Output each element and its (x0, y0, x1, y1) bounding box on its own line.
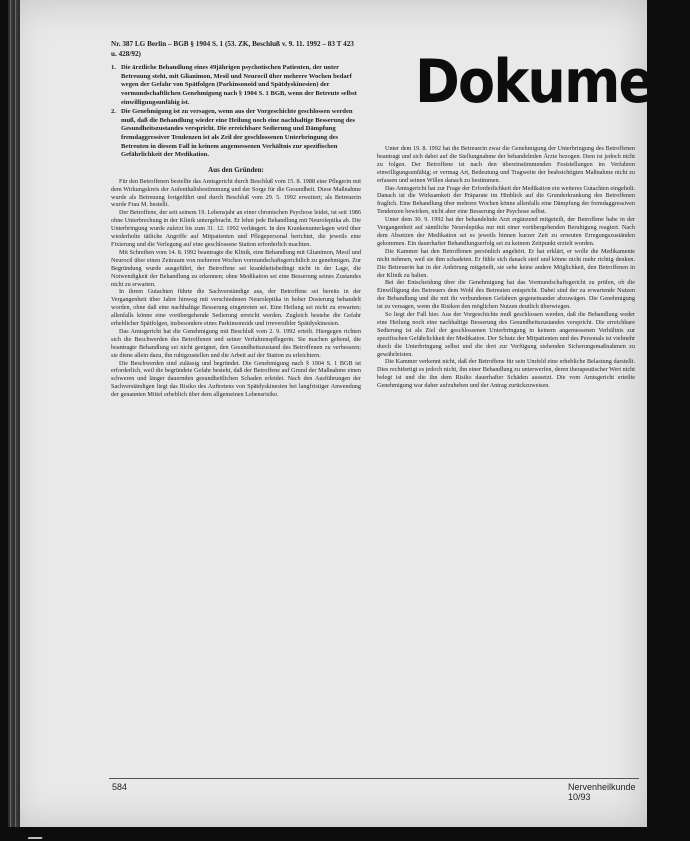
journal-issue: Nervenheilkunde 10/93 (568, 782, 636, 802)
headnote (111, 64, 361, 107)
body-paragraph: Mit Schreiben vom 14. 8. 1992 beantragte die Klinik, eine Behandlung mit Glianimon, Mesil und Neurocil über einen Zeitraum von mehreren Wochen vormundschaftsgerichtlich zu genehmigen. Zur Begründung wurde ausgeführt, der Betroffene sei krankheitsbedingt nicht in der Lage, die Notwendigkeit der Behandlung zu erkennen; ohne Medikation sei eine Besserung seines Zustandes nicht zu erwarten. (111, 248, 361, 288)
footer-divider (109, 778, 639, 779)
journal-page (8, 0, 690, 827)
body-paragraph: So liegt der Fall hier. Aus der Vorgeschichte muß geschlossen werden, daß die Behandlung weder eine Heilung noch eine nachhaltige Besserung des Gesundheitszustandes verspricht. Die erreichbare Sedierung ist als Ziel der geschlossenen Unterbringung in keinem angemessenen Verhältnis zur spezifischen Gefährlichkeit der Medikation. Der Schutz der Mitpatienten und des Personals ist vielmehr durch die Unterbringung selbst und die dort zur Verfügung stehenden Sicherungsmaßnahmen zu gewährleisten. (377, 311, 635, 358)
body-paragraph: Die Beschwerden sind zulässig und begründet. Die Genehmigung nach § 1904 S. 1 BGB ist erforderlich, weil die begründete Gefahr besteht, daß der Betroffene auf Grund der Maßnahme einen schweren und länger dauernden gesundheitlichen Schaden erleidet. Nach den Ausführungen der Sachverständigen liegt das Risiko des Auftretens von Spätdyskinesien bei langfristiger Anwendung der genannten Mittel erheblich über dem allgemeinen Lebensrisiko. (111, 359, 361, 399)
body-paragraph: Für den Betroffenen bestellte das Amtsgericht durch Beschluß vom 15. 8. 1988 eine Pflegerin mit dem Wirkungskreis der Aufenthaltsbestimmung und der Sorge für die Gesundheit. Diese Maßnahme wurde als Betreuung fortgeführt und durch Beschluß vom 29. 5. 1992 erweitert; als Betreuerin wurde Frau M. bestellt. (111, 177, 361, 209)
section-headline: Dokumen (415, 47, 690, 117)
scan-corner-mark (28, 829, 47, 839)
body-paragraph: Das Amtsgericht hat zur Frage der Erforderlichkeit der Medikation ein weiteres Gutachten eingeholt. Danach ist die Wirksamkeit der Präparate im Hinblick auf die Grunderkrankung des Betroffenen fraglich. Eine Behandlung über mehrere Wochen könne allenfalls eine Dämpfung der fremdaggressiven Tendenzen bewirken, nicht aber eine Besserung der Psychose selbst. (377, 184, 635, 216)
right-column (377, 145, 635, 390)
body-paragraph: Der Betroffene, der seit seinem 19. Lebensjahr an einer chronischen Psychose leidet, ist seit 1986 ohne Unterbrechung in der Klinik untergebracht. Er lehnt jede Behandlung mit Neuroleptika ab. Die Unterbringung wurde zuletzt bis zum 31. 12. 1992 verlängert. In den Krankenunterlagen wird über wiederholte tätliche Angriffe auf Mitpatienten und Pflegepersonal berichtet, die jeweils eine Fixierung und die Verlegung auf eine geschlossene Station erforderlich machten. (111, 209, 361, 248)
body-paragraph: In ihrem Gutachten führte die Sachverständige aus, der Betroffene sei bereits in der Vergangenheit über Jahre hinweg mit verschiedenen Neuroleptika in hoher Dosierung behandelt worden, ohne daß eine nachhaltige Besserung eingetreten sei. Eine Heilung sei nicht zu erwarten; allenfalls könne eine vorübergehende Sedierung erreicht werden. Zugleich bestehe die Gefahr erheblicher Spätfolgen, insbesondere eines Parkinsonoids und irreversibler Spätdyskinesien. (111, 288, 361, 328)
section-title: Aus den Gründen: (208, 165, 264, 174)
body-paragraph: Unter dem 30. 9. 1992 hat der behandelnde Arzt ergänzend mitgeteilt, der Betroffene habe in der Vergangenheit auf sämtliche Neuroleptika nur mit einer vorübergehenden Beruhigung reagiert. Nach dem Absetzen der Medikation sei es jeweils binnen kurzer Zeit zu erneuten Erregungszuständen gekommen. Ein dauerhafter Behandlungserfolg sei zu keinem Zeitpunkt erzielt worden. (377, 216, 635, 247)
headnote-number: 2. (111, 108, 116, 116)
body-paragraph: Unter dem 19. 8. 1992 hat die Betreuerin zwar die Genehmigung der Unterbringung des Betroffenen beantragt und sich dabei auf die Stellungnahme der behandelnden Ärzte bezogen. Dem ist jedoch nicht zu folgen. Der Betroffene ist nach den übereinstimmenden Feststellungen im Verfahren einwilligungsunfähig; er vermag Art, Bedeutung und Tragweite der beabsichtigten Maßnahme nicht zu erfassen und seinen Willen danach zu bestimmen. (377, 145, 635, 184)
body-paragraph: Das Amtsgericht hat die Genehmigung mit Beschluß vom 2. 9. 1992 erteilt. Hiergegen richten sich die Beschwerden des Betroffenen und seiner Verfahrenspflegerin. Sie machen geltend, die beantragte Behandlung sei nicht geeignet, den Gesundheitszustand des Betroffenen zu verbessern; sie diene allein dazu, ihn ruhigzustellen und die Arbeit auf der Station zu erleichtern. (111, 327, 361, 359)
body-paragraph: Die Kammer verkennt nicht, daß der Betroffene für sein Umfeld eine erhebliche Belastung darstellt. Dies rechtfertigt es jedoch nicht, ihn einer Behandlung zu unterwerfen, deren therapeutischer Wert nicht belegt ist und die ihn dem Risiko dauerhafter Schäden aussetzt. Die vom Amtsgericht erteilte Genehmigung war daher aufzuheben und der Antrag zurückzuweisen. (377, 358, 635, 390)
headnotes-list (111, 64, 361, 160)
headnote (111, 108, 361, 160)
headnote-text: Die Genehmigung ist zu versagen, wenn aus der Vorgeschichte geschlossen werden muß, daß die Behandlung wieder eine Heilung noch eine nachhaltige Besserung des Gesundheitszustandes verspricht. Die erreichbare Sedierung und Dämpfung fremdaggressiver Tendenzen ist als Zeil der geschlossenen Unterbringung des Betreuten in diesem Fall in keinem angemessenen Verhältnis zur spezifischen Gefährlichkeit der Medikation. (121, 108, 355, 159)
page-number: 584 (112, 782, 128, 792)
scan-binding-edge (8, 0, 20, 827)
headnote-number: 1. (111, 64, 116, 72)
body-paragraph: Die Kammer hat den Betroffenen persönlich angehört. Er hat erklärt, er wolle die Medikamente nicht nehmen, weil sie ihm schadeten. Er fühle sich danach steif und könne nicht mehr richtig denken. Die Betreuerin hat in der Anhörung mitgeteilt, sie sehe keine andere Möglichkeit, den Betroffenen in der Klinik zu halten. (377, 247, 635, 279)
case-reference: Nr. 387 LG Berlin – BGB § 1904 S. 1 (53. ZK, Beschluß v. 9. 11. 1992 – 83 T 423 u. 428/92) (111, 40, 354, 58)
body-paragraph: Bei der Entscheidung über die Genehmigung hat das Vormundschaftsgericht zu prüfen, ob die Einwilligung des Betreuers dem Wohl des Betreuten entspricht. Dabei sind der zu erwartende Nutzen der Behandlung und die mit ihr verbundenen Gefahren gegeneinander abzuwägen. Die Genehmigung ist zu versagen, wenn die Risiken den möglichen Nutzen deutlich überwiegen. (377, 279, 635, 311)
left-column (111, 40, 361, 399)
headnote-text: Die ärztliche Behandlung eines 49jährigen psychotischen Patienten, der unter Betreuung steht, mit Glianimon, Mesil und Neurocil über mehrere Wochen bedarf wegen der Gefahr von Spätfolgen (Parkinsonoid und Spätdyskinesien) der vormundschaftlichen Genehmigung nach § 1904 S. 1 BGB, wenn der Betreute selbst einwilligungsunfähig ist. (121, 64, 357, 106)
